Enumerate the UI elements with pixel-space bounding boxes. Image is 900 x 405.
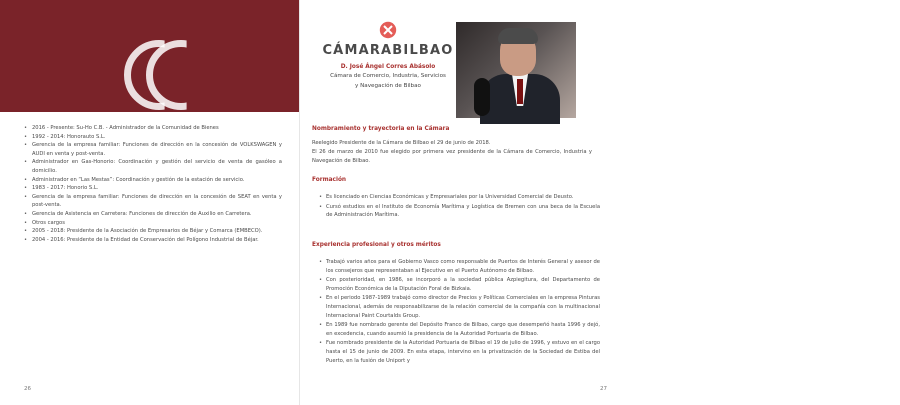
left-list-item: • Administrador en “Las Mestas”: Coordinación y gestión de la estación de servicio. [32,176,282,185]
left-list-item: • 1992 - 2014: Honorauto S.L. [32,133,282,142]
right-page-number: 27 [600,386,607,392]
microphone-icon [474,78,490,116]
brand-block [318,20,458,90]
left-list-item: • 2016 - Presente: Su-Ho C.B. - Administrador de la Comunidad de Bienes [32,124,282,133]
left-list-item: • 2004 - 2016: Presidente de la Entidad de Conservación del Polígono Industrial de Béjar. [32,236,282,245]
experience-item: • Trabajó varios años para el Gobierno Vasco como responsable de Puertos de Interés General y asesor de los consejeros que representaban al Ejecutivo en el Puerto Autónomo de Bilbao. [326,258,600,275]
section-title-appointment: Nombramiento y trayectoria en la Cámara [312,126,450,132]
left-page-header-band [0,0,300,112]
left-page [0,0,300,405]
education-item: • Cursó estudios en el Instituto de Economía Marítima y Logística de Bremen con una beca de la Escuela de Administración Marítima. [326,203,600,220]
experience-list [318,258,600,366]
camara-logo-icon [378,20,398,40]
left-list-item: • Gerencia de Asistencia en Carretera: Funciones de dirección de Auxilio en Carretera. [32,210,282,219]
brand-name: CÁMARABILBAO [322,43,454,58]
left-page-list [22,124,282,244]
person-role-line-1: Cámara de Comercio, Industria, Servicios [330,73,446,79]
left-list-item: • Administrador en Gas-Honorio: Coordinación y gestión del servicio de venta de gasóleo a domicilio. [32,158,282,175]
portrait-photo [456,22,576,118]
experience-item: • Fue nombrado presidente de la Autoridad Portuaria de Bilbao el 19 de julio de 1996, y estuvo en el cargo hasta el 15 de junio de 2009. En esta etapa, intervino en la privatización de la Sociedad de Estiba del Puerto, en la fusión de Uniport y [326,339,600,365]
left-list-item: • Gerencia de la empresa familiar: Funciones de dirección en la concesión de VOLKSWAGEN y AUDI en venta y post-venta. [32,141,282,158]
portrait-tie [517,79,523,104]
experience-item: • Con posterioridad, en 1986, se incorporó a la sociedad pública Azpiegitura, del Departamento de Promoción Económica de la Diputación Foral de Bizkaia. [326,276,600,293]
section-title-education: Formación [312,177,347,183]
left-list-item: • Otros cargos [32,219,282,228]
left-list-item: • Gerencia de la empresa familiar: Funciones de dirección en la concesión de SEAT en venta y post-venta. [32,193,282,210]
left-list-item: • 1983 - 2017: Honorio S.L. [32,184,282,193]
portrait-hair [498,28,538,44]
left-page-number: 26 [24,386,31,392]
person-name: D. José Ángel Corres Abásolo [340,64,436,70]
person-role-line-2: y Navegación de Bilbao [355,83,421,89]
section-title-experience: Experiencia profesional y otros méritos [312,242,441,248]
left-list-item: • 2005 - 2018: Presidente de la Asociación de Empresarios de Béjar y Comarca (EMBECO). [32,227,282,236]
experience-item: • En el periodo 1987-1989 trabajó como director de Precios y Políticas Comerciales en la empresa Pinturas Internacional, además de responsabilizarse de la relación comercial de la compañía con la multinacional Internacional Paint Courtalds Group. [326,294,600,320]
education-list [318,193,600,221]
right-page-header [300,0,600,112]
cc-logo-right-ring [146,40,216,110]
education-item: • Es licenciado en Ciencias Económicas y Empresariales por la Universidad Comercial de Deusto. [326,193,600,202]
right-page [300,0,607,405]
section-paragraph-2: El 26 de marzo de 2010 fue elegido por primera vez presidente de la Cámara de Comercio, Industria y Navegación de Bilbao. [312,149,592,164]
section-paragraph-1: Reelegido Presidente de la Cámara de Bilbao el 29 de junio de 2018. [312,140,491,146]
experience-item: • En 1989 fue nombrado gerente del Depósito Franco de Bilbao, cargo que desempeñó hasta 1996 y dejó, en excedencia, cuando asumió la presidencia de la Autoridad Portuaria de Bilbao. [326,321,600,338]
